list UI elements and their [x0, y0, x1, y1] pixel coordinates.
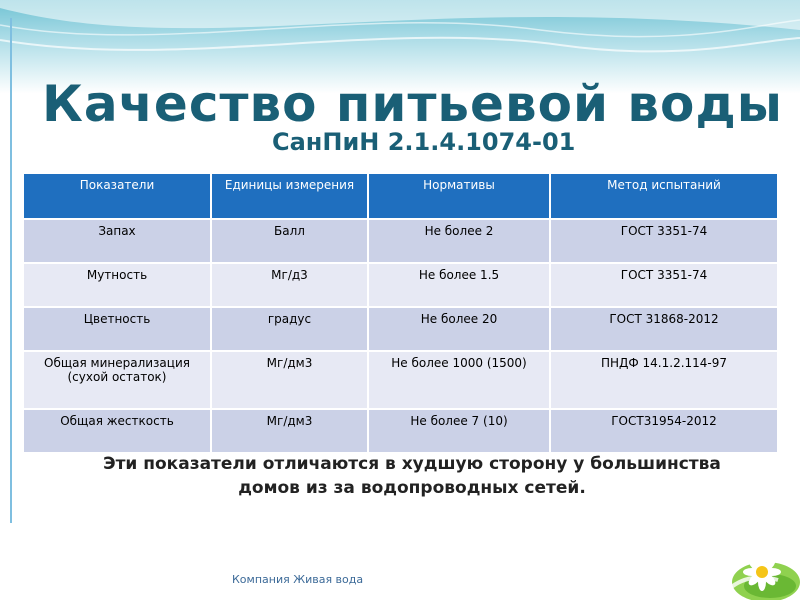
- table-cell: Балл: [211, 219, 368, 263]
- table-cell: Не более 7 (10): [368, 409, 550, 453]
- left-accent-line: [10, 18, 12, 523]
- table-row: [24, 351, 778, 409]
- table-cell: ГОСТ 3351-74: [550, 219, 778, 263]
- table-cell: Цветность: [24, 307, 211, 351]
- header-cell-indicator: Показатели: [24, 174, 211, 219]
- note-text: Эти показатели отличаются в худшую сторону у большинства домов из за водопроводных сетей.: [103, 454, 721, 498]
- table-cell: Общая минерализация (сухой остаток): [24, 351, 211, 409]
- header-cell-method: Метод испытаний: [550, 174, 778, 219]
- table-cell: ГОСТ 3351-74: [550, 263, 778, 307]
- table-cell: ГОСТ31954-2012: [550, 409, 778, 453]
- daisy-logo-icon: [718, 548, 800, 600]
- table-row: [24, 263, 778, 307]
- table-cell: Мг/д3: [211, 263, 368, 307]
- table-header-row: [24, 174, 778, 219]
- table-cell: Мутность: [24, 263, 211, 307]
- table-cell: Не более 20: [368, 307, 550, 351]
- table-cell: Общая жесткость: [24, 409, 211, 453]
- table-cell: Не более 1000 (1500): [368, 351, 550, 409]
- table-cell: Не более 1.5: [368, 263, 550, 307]
- table-row: [24, 219, 778, 263]
- water-quality-table: [24, 174, 779, 454]
- table-cell: Не более 2: [368, 219, 550, 263]
- table-cell: ПНДФ 14.1.2.114-97: [550, 351, 778, 409]
- table-row: [24, 409, 778, 453]
- table-cell: Мг/дм3: [211, 409, 368, 453]
- table-cell: градус: [211, 307, 368, 351]
- table-cell: ГОСТ 31868-2012: [550, 307, 778, 351]
- table-row: [24, 307, 778, 351]
- table-cell: Мг/дм3: [211, 351, 368, 409]
- table-cell: Запах: [24, 219, 211, 263]
- footer-company: Компания Живая вода: [232, 573, 364, 586]
- slide-subtitle: СанПиН 2.1.4.1074-01: [272, 128, 576, 156]
- header-cell-units: Единицы измерения: [211, 174, 368, 219]
- header-cell-norms: Нормативы: [368, 174, 550, 219]
- slide-title: Качество питьевой воды: [42, 75, 783, 133]
